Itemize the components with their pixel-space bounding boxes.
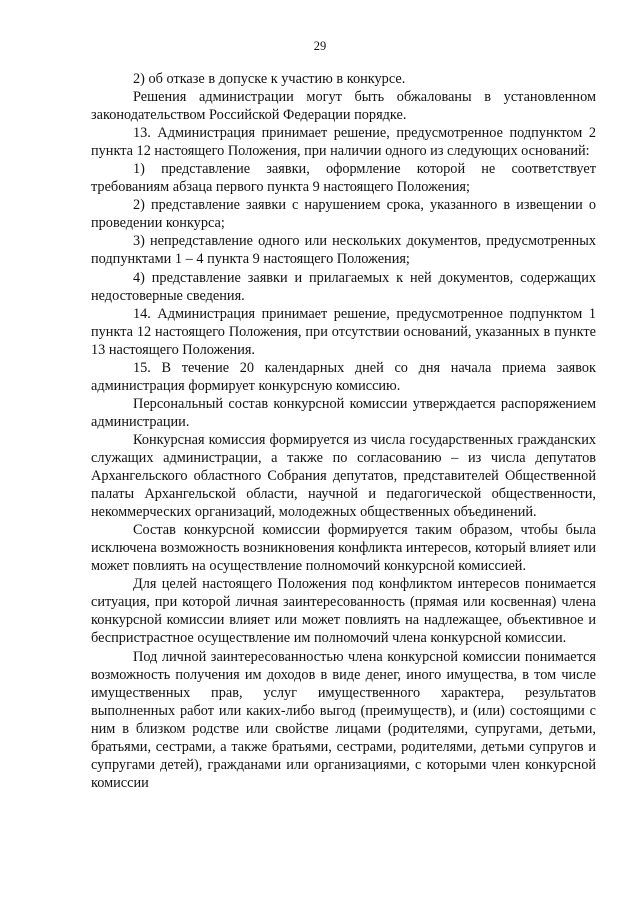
paragraph-personal-interest: Под личной заинтересованностью члена конкурсной комиссии понимается возможность получения им доходов в виде денег, иного имущества, в том числе имущественных прав, услуг имущественного характера, результатов выполненных работ или каких-либо выгод (преимуществ), и (или) состоящими с ним в близком родстве или свойстве лицами (родителями, супругами, детьми, братьями, сестрами, а также братьями, сестрами, родителями, детьми супругов и супругами детей), гражданами или организациями, с которыми член конкурсной комиссии bbox=[91, 648, 596, 791]
paragraph-clause-14: 14. Администрация принимает решение, предусмотренное подпунктом 1 пункта 12 настоящего Положения, при отсутствии оснований, указанных в пункте 13 настоящего Положения. bbox=[91, 305, 596, 358]
paragraph-clause-13: 13. Администрация принимает решение, предусмотренное подпунктом 2 пункта 12 настоящего Положения, при наличии одного из следующих оснований: bbox=[91, 125, 596, 160]
paragraph-decision-refusal: 2) об отказе в допуске к участию в конкурсе. bbox=[133, 71, 406, 87]
paragraph-clause-15: 15. В течение 20 календарных дней со дня начала приема заявок администрация формирует конкурсную комиссию. bbox=[91, 359, 596, 394]
paragraph-ground-4: 4) представление заявки и прилагаемых к ней документов, содержащих недостоверные сведения. bbox=[91, 269, 596, 304]
paragraph-appeal: Решения администрации могут быть обжалованы в установленном законодательством Российской Федерации порядке. bbox=[91, 89, 596, 124]
paragraph-conflict-exclusion: Состав конкурсной комиссии формируется таким образом, чтобы была исключена возможность возникновения конфликта интересов, который влияет или может повлиять на осуществление полномочий конкурсной комиссией. bbox=[91, 522, 596, 575]
body-text bbox=[91, 70, 596, 792]
paragraph-ground-1: 1) представление заявки, оформление которой не соответствует требованиям абзаца первого пункта 9 настоящего Положения; bbox=[91, 161, 596, 196]
paragraph-ground-2: 2) представление заявки с нарушением срока, указанного в извещении о проведении конкурса; bbox=[91, 197, 596, 232]
paragraph-commission-membership: Конкурсная комиссия формируется из числа государственных гражданских служащих администрации, а также по согласованию – из числа депутатов Архангельского областного Собрания депутатов, представителей Общественной палаты Архангельской области, научной и педагогической общественности, некоммерческих организаций, молодежных общественных объединений. bbox=[91, 431, 596, 521]
paragraph-ground-3: 3) непредставление одного или нескольких документов, предусмотренных подпунктами 1 – 4 пункта 9 настоящего Положения; bbox=[91, 233, 596, 268]
paragraph-conflict-definition: Для целей настоящего Положения под конфликтом интересов понимается ситуация, при которой личная заинтересованность (прямая или косвенная) члена конкурсной комиссии влияет или может повлиять на надлежащее, объективное и беспристрастное осуществление им полномочий члена конкурсной комиссии. bbox=[91, 576, 596, 647]
paragraph-commission-composition: Персональный состав конкурсной комиссии утверждается распоряжением администрации. bbox=[91, 395, 596, 430]
page-number: 29 bbox=[313, 39, 327, 53]
